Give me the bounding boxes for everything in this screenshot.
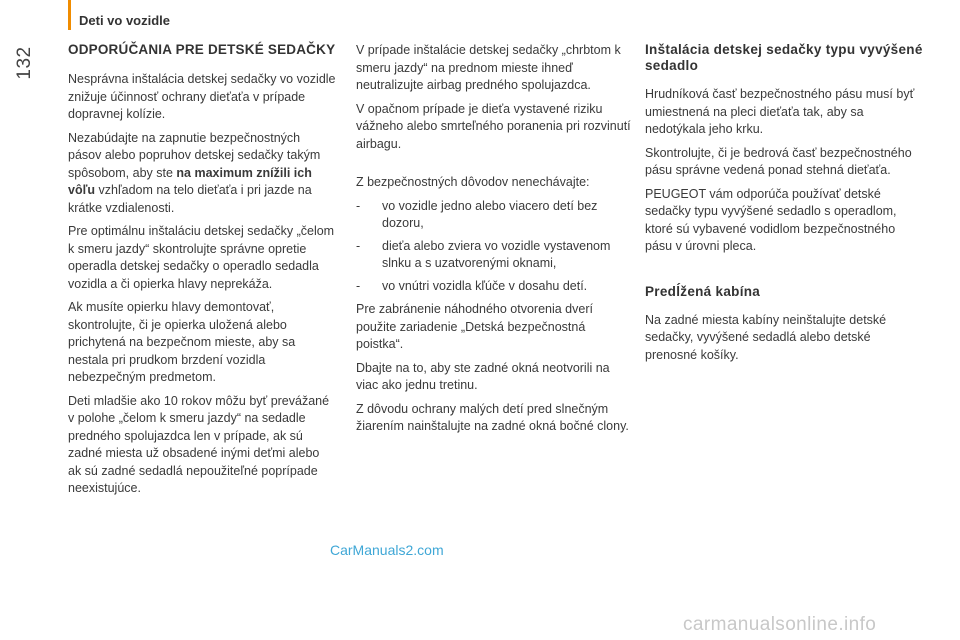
paragraph: Skontrolujte, či je bedrová časť bezpečnostného pásu správne vedená ponad stehná dieťaťa. [645,145,912,177]
watermark-carmanualsonline: carmanualsonline.info [683,614,877,635]
paragraph: V prípade inštalácie detskej sedačky „chrbtom k smeru jazdy“ na prednom mieste ihneď neutralizujte airbag predného spolujazdca. [356,43,621,92]
list-dash: - [356,198,361,213]
column-middle [356,42,632,442]
paragraph: Pre zabránenie náhodného otvorenia dverí použite zariadenie „Detská bezpečnostná poistka“. [356,302,593,351]
paragraph: Z dôvodu ochrany malých detí pred slnečným žiarením nainštalujte na zadné okná bočné clony. [356,401,629,433]
heading-extended-cab: Predĺžená kabína [645,283,761,299]
list-item [356,278,632,296]
paragraph: Deti mladšie ako 10 rokov môžu byť prevážané v polohe „čelom k smeru jazdy“ na sedadle predného spolujazdca len v prípade, ak sú zadné miesta už obsadené inými deťmi alebo ak sú zadné sedadlá nepoužiteľné poprípade neexistujúce. [68,393,330,495]
paragraph-belt-slack [68,130,336,218]
paragraph: Nesprávna inštalácia detskej sedačky vo vozidle znižuje účinnosť ochrany dieťaťa v prípade dopravnej kolízie. [68,72,336,121]
list-item [356,238,632,273]
watermark-carmanuals2[interactable]: CarManuals2.com [330,542,444,558]
paragraph: Na zadné miesta kabíny neinštalujte detské sedačky, vyvýšené sedadlá alebo detské prenosné košíky. [645,312,887,362]
paragraph: Pre optimálnu inštaláciu detskej sedačky „čelom k smeru jazdy“ skontrolujte správne opretie operadla detskej sedačky o operadlo sedadla vozidla a či opierka hlavy neprekáža. [68,224,335,291]
list-item-text: vo vozidle jedno alebo viacero detí bez dozoru, [382,198,598,230]
list-item [356,198,632,233]
list-item-text: vo vnútri vozidla kľúče v dosahu detí. [382,278,588,293]
heading-booster-seat: Inštalácia detskej sedačky typu vyvýšené sedadlo [645,42,923,73]
paragraph: PEUGEOT vám odporúča používať detské sedačky typu vyvýšené sedadlo s operadlom, ktoré sú vybavené vodidlom bezpečnostného pásu v úrovni pleca. [645,186,897,253]
page-number-text: 132 [14,46,35,80]
column-right [645,42,923,370]
paragraph: V opačnom prípade je dieťa vystavené riziku vážneho alebo smrteľného poranenia pri rozvinutí airbagu. [356,101,631,151]
paragraph: Dbajte na to, aby ste zadné okná neotvorili na viac ako jednu tretinu. [356,360,610,392]
header-accent-bar [68,0,71,30]
page-number [13,44,37,84]
heading-child-seat-recommendations: ODPORÚČANIA PRE DETSKÉ SEDAČKY [68,42,336,57]
section-title: Deti vo vozidle [79,13,171,28]
column-left [68,42,336,504]
list-item-text: dieťa alebo zviera vo vozidle vystavenom slnku a s uzatvorenými oknami, [382,238,611,270]
paragraph: Hrudníková časť bezpečnostného pásu musí byť umiestnená na pleci dieťaťa tak, aby sa nedotýkala jeho krku. [645,87,915,136]
safety-list [356,198,632,296]
paragraph: Z bezpečnostných dôvodov nenechávajte: [356,175,590,189]
list-dash: - [356,238,361,253]
list-dash: - [356,278,361,293]
bold-text: na maximum znížili ich vôľu [68,165,312,197]
paragraph: Ak musíte opierku hlavy demontovať, skontrolujte, či je opierka uložená alebo prichytená na bezpečnom mieste, aby sa nestala pri prudkom brzdení vozidla nebezpečným predmetom. [68,300,296,384]
text: vzhľadom na telo dieťaťa i pri jazde na krátke vzdialenosti. [68,183,312,215]
text: Nezabúdajte na zapnutie bezpečnostných pásov alebo popruhov detskej sedačky takým spôsobom, aby ste [68,130,321,180]
